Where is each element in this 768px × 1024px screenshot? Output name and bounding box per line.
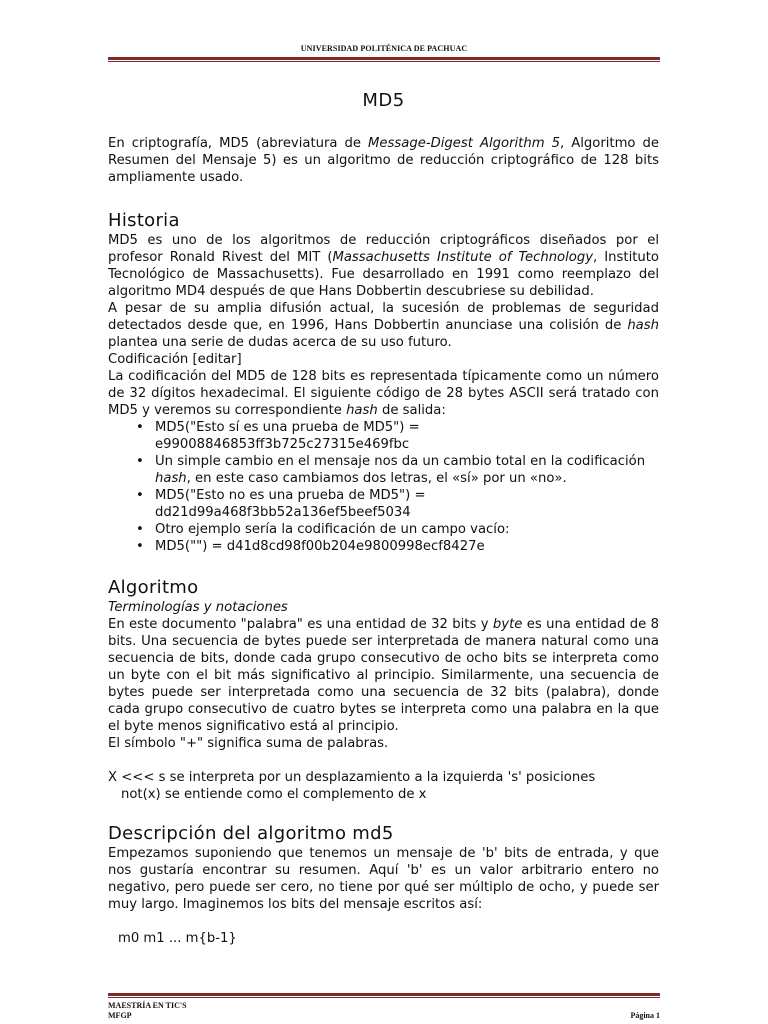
- descripcion-paragraph: Empezamos suponiendo que tenemos un mensaje de 'b' bits de entrada, y que nos gustaría encontrar su resumen. Aquí 'b' es un valor arbitrario entero no negativo, pero puede ser cero, no tiene por qué ser múltiplo de ocho, y puede ser muy largo. Imaginemos los bits del mensaje escritos así:: [108, 846, 659, 912]
- historia-paragraph-3: [108, 368, 659, 419]
- heading-descripcion: Descripción del algoritmo md5: [108, 823, 394, 844]
- historia-p2-term: hash: [627, 318, 659, 333]
- list-item-term: hash: [155, 471, 187, 486]
- header-divider: [108, 57, 660, 60]
- algoritmo-p1-end: es una entidad de 8 bits. Una secuencia de bytes puede ser interpretada de manera natural como una secuencia de bits, donde cada grupo consecutivo de ocho bits se interpreta como un byte con el bit más significativo al principio. Similarmente, una secuencia de bytes puede ser interpretada como una secuencia de 32 bits (palabra), donde cada grupo consecutivo de cuatro bytes se interpreta como una palabra en la que el byte menos significativo está al principio.: [108, 617, 659, 734]
- footer-divider-thin: [108, 997, 660, 998]
- not-definition: not(x) se entiende como el complemento de x: [121, 787, 427, 802]
- shift-definition: X <<< s se interpreta por un desplazamiento a la izquierda 's' posiciones: [108, 770, 596, 785]
- footer-author: MFGP: [108, 1011, 132, 1020]
- list-item-text: Un simple cambio en el mensaje nos da un cambio total en la codificación: [155, 454, 646, 469]
- historia-p1-end: , Instituto Tecnológico de Massachusetts). Fue desarrollado en 1991 como reemplazo del algoritmo MD4 después de que Hans Dobbertin descubriese su debilidad.: [108, 250, 659, 299]
- document-body: [108, 92, 659, 947]
- intro-text-end: , Algoritmo de Resumen del Mensaje 5) es un algoritmo de reducción criptográfico de 128 bits ampliamente usado.: [108, 136, 660, 185]
- historia-p1-text: MD5 es uno de los algoritmos de reducción criptográficos diseñados por el profesor Ronald Rivest del MIT (: [108, 233, 659, 265]
- algoritmo-p1-term: byte: [492, 617, 523, 632]
- list-item: • MD5("") = d41d8cd98f00b204e9800998ecf8427e: [155, 538, 659, 555]
- heading-algoritmo: Algoritmo: [108, 577, 199, 598]
- historia-p3-term: hash: [346, 403, 378, 418]
- page-number: Página 1: [630, 1011, 660, 1020]
- algoritmo-p1-text: En este documento "palabra" es una entidad de 32 bits y: [108, 617, 493, 632]
- document-title: MD5: [362, 90, 405, 111]
- message-bits: m0 m1 ... m{b-1}: [118, 931, 237, 946]
- heading-historia: Historia: [108, 210, 180, 231]
- codificacion-label: Codificación [editar]: [108, 352, 242, 367]
- list-item: [155, 453, 659, 487]
- historia-p3-text: La codificación del MD5 de 128 bits es representada típicamente como un número de 32 dígitos hexadecimal. El siguiente código de 28 bytes ASCII será tratado con MD5 y veremos su correspondiente: [108, 369, 659, 418]
- historia-p3-end: de salida:: [377, 403, 446, 418]
- historia-paragraph-2: [108, 300, 659, 351]
- algoritmo-paragraph-1: [108, 616, 659, 735]
- subheading-terminologias: Terminologías y notaciones: [108, 600, 288, 615]
- footer-text: [108, 1001, 660, 1021]
- algoritmo-paragraph-2: El símbolo "+" significa suma de palabras.: [108, 736, 389, 751]
- historia-paragraph-1: [108, 232, 659, 300]
- intro-paragraph: [108, 135, 659, 186]
- footer-program: MAESTRÍA EN TIC'S: [108, 1001, 187, 1010]
- footer-divider: [108, 993, 660, 996]
- historia-p2-text: A pesar de su amplia difusión actual, la sucesión de problemas de seguridad detectados desde que, en 1996, Hans Dobbertin anunciase una colisión de: [108, 301, 659, 333]
- intro-term: Message-Digest Algorithm 5: [368, 136, 560, 151]
- historia-p2-end: plantea una serie de dudas acerca de su uso futuro.: [108, 335, 452, 350]
- historia-p1-term: Massachusetts Institute of Technology: [332, 250, 594, 265]
- list-item: • MD5("Esto no es una prueba de MD5") = dd21d99a468f3bb52a136ef5beef5034: [155, 487, 659, 521]
- intro-text: En criptografía, MD5 (abreviatura de: [108, 136, 369, 151]
- header-divider-thin: [108, 61, 660, 62]
- university-name: UNIVERSIDAD POLITÉNICA DE PACHUAC: [300, 44, 468, 53]
- list-item: • Otro ejemplo sería la codificación de un campo vacío:: [155, 521, 659, 538]
- list-item-end: , en este caso cambiamos dos letras, el «sí» por un «no».: [186, 471, 567, 486]
- md5-examples-list: [108, 419, 659, 555]
- list-item: • MD5("Esto sí es una prueba de MD5") = e99008846853ff3b725c27315e469fbc: [155, 419, 659, 453]
